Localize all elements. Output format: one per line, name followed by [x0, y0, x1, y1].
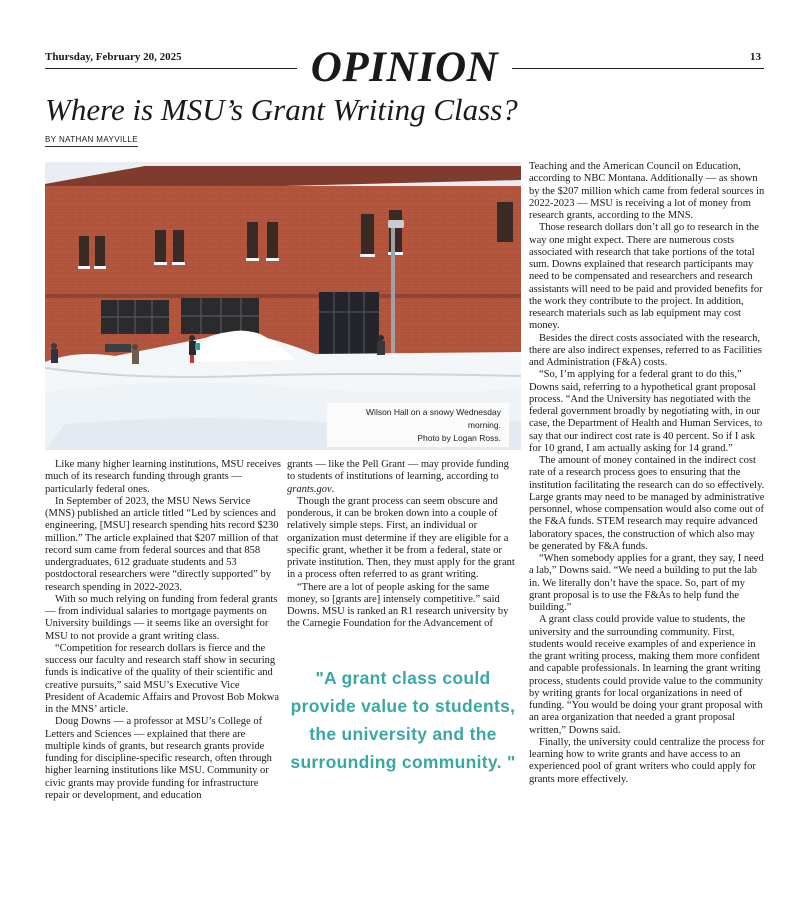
article-headline: Where is MSU’s Grant Writing Class?	[45, 92, 518, 127]
paragraph: “There are a lot of people asking for the same money, so [grants are] intensely competitive.” said Downs. MSU is ranked an R1 research university by the Carnegie Foundation for the Advancement of	[287, 581, 509, 630]
masthead-rule-right	[512, 68, 764, 69]
page-number: 13	[750, 51, 761, 63]
article-column-1	[45, 459, 281, 802]
paragraph: Like many higher learning institutions, MSU receives much of its research funding through grants — particularly federal ones.	[45, 459, 281, 495]
article-photo	[45, 162, 521, 450]
byline: BY NATHAN MAYVILLE	[45, 135, 138, 147]
article-column-3	[529, 161, 765, 786]
paragraph: “When somebody applies for a grant, they say, I need a lab,” Downs said. “We need a building to put the lab in. We literally don’t have the space. So, part of my grant proposal is to use the F&As to help fund the building.”	[529, 553, 764, 613]
section-title: OPINION	[310, 44, 499, 91]
paragraph-continuation: Teaching and the American Council on Education, according to NBC Montana. Additionally — as shown by the $207 million which came from federal sources in 2022-2023 — MSU is receiving a lot of money from research grants, according to the MNS.	[529, 161, 765, 221]
continuation-text: grants — like the Pell Grant — may provide funding to students of institutions of learning, according to	[287, 459, 509, 483]
issue-date: Thursday, February 20, 2025	[45, 51, 182, 63]
pull-quote: "A grant class could provide value to students, the university and the surrounding community. "	[290, 668, 516, 772]
photo-caption	[327, 403, 509, 447]
paragraph: “So, I’m applying for a federal grant to do this,” Downs said, referring to a hypothetical grant proposal process. “And the University has negotiated with the federal government broadly by negotiating with, in our case, the Department of Health and Human Services, to say that our indirect cost rate is 40 percent. So if I ask for 10 grand, I am actually asking for 14 grand.”	[529, 369, 763, 454]
paragraph: Those research dollars don’t all go to research in the way one might expect. There are numerous costs associated with research that take portions of the total sum. Downs explained that research participants may need to be compensated and researchers and research assistants will need to be paid and provided benefits for the work they contribute to the project. In addition, research materials such as lab equipment may cost money.	[529, 222, 763, 332]
paragraph: In September of 2023, the MSU News Service (MNS) published an article titled “Led by sciences and engineering, [MSU] research spending hits record $230 million.” The article explained that $207 million of that record sum came from federal sources and that 858 undergraduates, 612 graduate students and 53 postdoctoral researchers were “directly supported” by research spending in 2022-2023.	[45, 495, 279, 593]
photo-credit: Photo by Logan Ross.	[417, 432, 501, 443]
paragraph: Doug Downs — a professor at MSU’s College of Letters and Sciences — explained that there are multiple kinds of grants, but research grants provide funding for discipline-specific research, often through higher learning institutions like MSU. Community or civic grants may provide funding for infrastructure repair or development, and education	[45, 716, 272, 801]
paragraph: A grant class could provide value to students, the university and the surrounding community. First, students would receive examples of and experience in the grant writing process, making them more confident and capable professionals. In learning the grant writing process, students could provide value to the community by writing grants for local organizations in need of funding. “You would be doing your grant proposal with an area organization that needed a grant proposal written,” Downs said.	[529, 614, 763, 736]
source-name: grants.gov	[287, 483, 332, 495]
paragraph: Though the grant process can seem obscure and ponderous, it can be broken down into a couple of relatively simple steps. First, an individual or organization must determine if they are eligible for a specific grant, whether it be from a federal, state or private institution. Then, they must apply for the grant in a process often referred to as grant writing.	[287, 495, 515, 581]
masthead-rule-left	[45, 68, 297, 69]
paragraph-continuation	[287, 459, 519, 496]
paragraph: Besides the direct costs associated with the research, there are also indirect expenses, referred to as Facilities and Administration (F&A) costs.	[529, 332, 762, 368]
article-column-2	[287, 459, 519, 631]
caption-text: Wilson Hall on a snowy Wednesday morning.	[366, 407, 501, 430]
paragraph: “Competition for research dollars is fierce and the success our faculty and research staff show in securing funds is indicative of the quality of their scientific and creative pursuits,” said MSU’s Executive Vice President of Academic Affairs and Provost Bob Mokwa in the MNS’ article.	[45, 642, 279, 715]
paragraph: Finally, the university could centralize the process for learning how to write grants and have access to an experienced pool of grant writers who could apply for grants more effectively.	[529, 736, 765, 785]
continuation-end: .	[331, 483, 335, 495]
paragraph: With so much relying on funding from federal grants — from individual salaries to mortgage payments on University buildings — it seems like an oversight for MSU to not provide a grant writing class.	[45, 593, 278, 642]
paragraph: The amount of money contained in the indirect cost rate of a research process goes to ensuring that the institution facilitating the research can do so effectively. Large grants may need to be managed by administrative personnel, whose compensation would also come out of the F&A funds. STEM research may require advanced laboratory spaces, the construction of which also may be generated by F&A funds.	[529, 455, 765, 552]
